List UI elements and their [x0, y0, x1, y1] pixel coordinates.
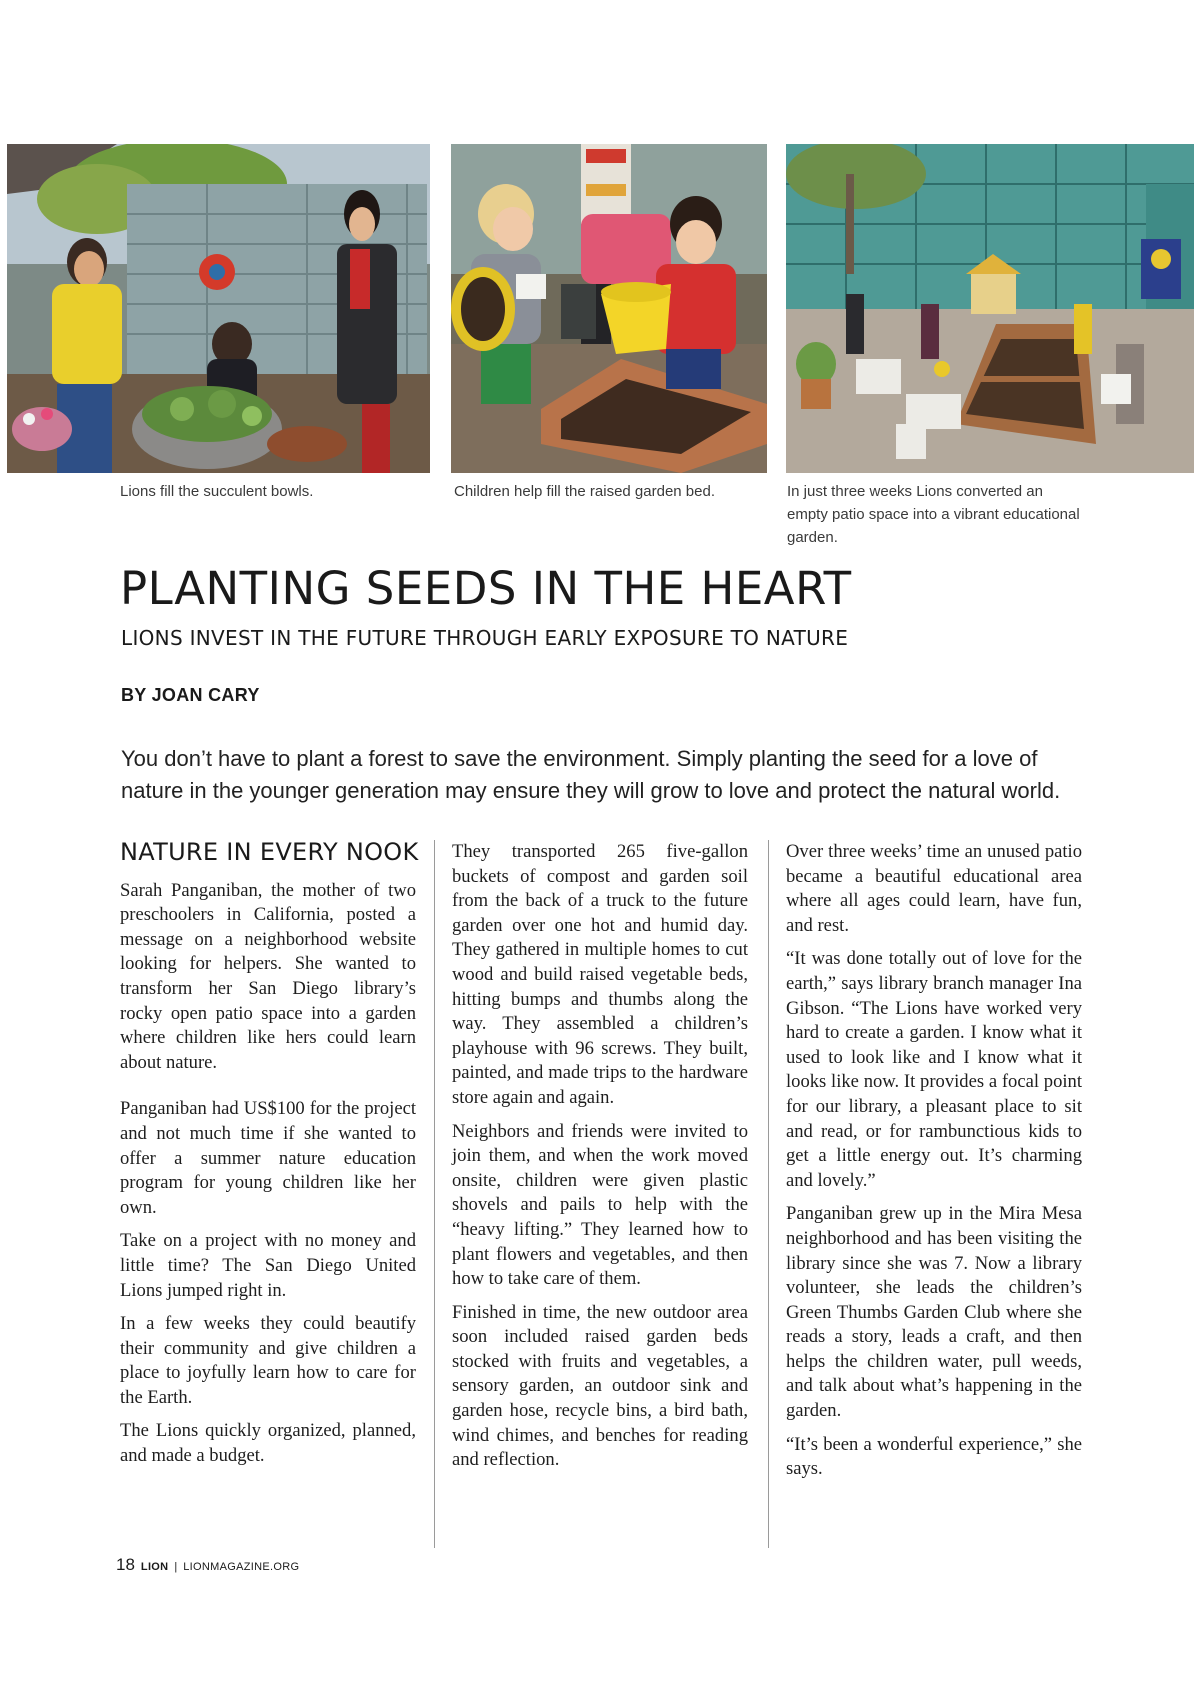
paragraph: Neighbors and friends were invited to join them, and when the work moved onsite, children were given plastic shovels and pails to help with the “heavy lifting.” They learned how to plant flowers and vegetables, and then how to take care of them. [452, 1120, 748, 1290]
photo-patio-garden [786, 144, 1194, 473]
intro-paragraph: You don’t have to plant a forest to save the environment. Simply planting the seed for a love of nature in the younger generation may ensure they will grow to love and protect the natural world. [121, 746, 1061, 803]
photo-children-garden-bed [451, 144, 767, 473]
photo-succulent-bowls [7, 144, 430, 473]
byline: BY JOAN CARY [121, 685, 260, 705]
caption-succulent-bowls: Lions fill the succulent bowls. [120, 483, 314, 500]
paragraph: Panganiban grew up in the Mira Mesa neighborhood and has been visiting the library since she was 7. Now a library volunteer, she leads the children’s Green Thumbs Garden Club where she reads a story, leads a craft, and then helps the children water, pull weeds, and talk about what’s happening in the garden. [786, 1203, 1082, 1422]
paragraph: Panganiban had US$100 for the project and not much time if she wanted to offer a summer nature education program for young children like her own. [120, 1098, 416, 1218]
article-column-1 [120, 838, 419, 1478]
magazine-name: LION [140, 1561, 169, 1573]
page-number: 18 [116, 1555, 135, 1574]
caption-children-garden-bed: Children help fill the raised garden bed. [454, 483, 715, 500]
paragraph: Finished in time, the new outdoor area soon included raised garden beds stocked with fruits and vegetables, a sensory garden, an outdoor sink and garden hose, recycle bins, a bird bath, wind chimes, and benches for reading and reflection. [452, 1301, 748, 1471]
column-divider [768, 840, 769, 1548]
paragraph: “It was done totally out of love for the earth,” says library branch manager Ina Gibson. “The Lions have worked very hard to create a garden. I know what it used to look like and I know what it looks like now. It provides a focal point for our library, a pleasant place to sit and read, or for rambunctious kids to get a little energy out. It’s charming and lovely.” [786, 948, 1082, 1191]
paragraph: They transported 265 five-gallon buckets of compost and garden soil from the back of a truck to the future garden over one hot and humid day. They gathered in multiple homes to cut wood and build raised vegetable beds, hitting bumps and thumbs along the way. They assembled a children’s playhouse with 96 screws. They built, painted, and made trips to the hardware store again and again. [452, 841, 748, 1108]
paragraph: Take on a project with no money and little time? The San Diego United Lions jumped right in. [120, 1230, 416, 1301]
caption-patio-garden: In just three weeks Lions converted an empty patio space into a vibrant educational garden. [787, 483, 1080, 546]
page-subtitle: LIONS INVEST IN THE FUTURE THROUGH EARLY EXPOSURE TO NATURE [121, 626, 849, 650]
website-link[interactable]: LIONMAGAZINE.ORG [183, 1561, 300, 1573]
article-column-2 [452, 840, 748, 1482]
paragraph: In a few weeks they could beautify their community and give children a place to joyfully learn how to care for the Earth. [120, 1313, 416, 1408]
column-divider [434, 840, 435, 1548]
page-title: PLANTING SEEDS IN THE HEART [120, 562, 852, 615]
footer-separator: | [174, 1561, 178, 1573]
paragraph: The Lions quickly organized, planned, and made a budget. [120, 1420, 416, 1467]
section-heading: NATURE IN EVERY NOOK [120, 838, 419, 866]
paragraph: “It’s been a wonderful experience,” she says. [786, 1433, 1082, 1480]
paragraph: Sarah Panganiban, the mother of two preschoolers in California, posted a message on a neighborhood website looking for helpers. She wanted to transform her San Diego library’s rocky open patio space into a garden where children like hers could learn about nature. [120, 879, 416, 1073]
page-footer [116, 1555, 299, 1575]
paragraph: Over three weeks’ time an unused patio became a beautiful educational area where all ages could learn, have fun, and rest. [786, 841, 1082, 936]
article-column-3 [786, 840, 1082, 1491]
